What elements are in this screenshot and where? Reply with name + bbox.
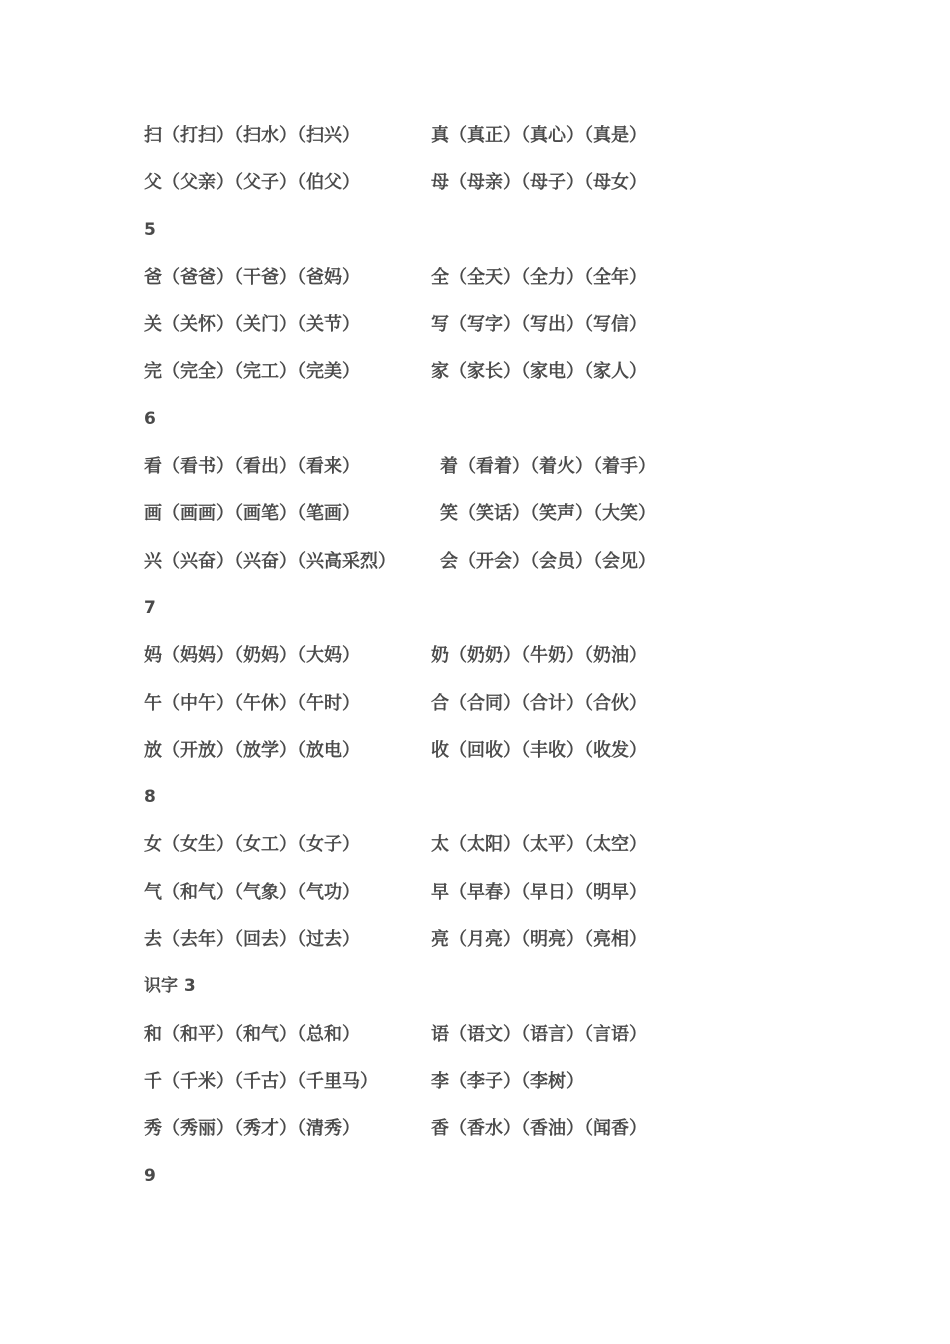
word-row [144, 916, 844, 963]
word-group-right: 亮（月亮）（明亮）（亮相） [431, 929, 647, 951]
word-group-left: 去（去年）（回去）（过去） [144, 929, 360, 951]
word-group-right: 真（真正）（真心）（真是） [431, 125, 647, 146]
word-group-right: 收（回收）（丰收）（收发） [431, 739, 647, 761]
word-row [144, 490, 844, 537]
word-group-right: 会（开会）（会员）（会见） [440, 550, 656, 572]
word-group-left: 父（父亲）（父子）（伯父） [144, 172, 360, 194]
word-group-left: 午（中午）（午休）（午时） [144, 692, 360, 714]
word-group-right: 写（写字）（写出）（写信） [431, 314, 647, 336]
word-row [144, 1058, 844, 1105]
word-group-right: 早（早春）（早日）（明早） [431, 881, 647, 903]
word-group-left: 和（和平）（和气）（总和） [144, 1023, 360, 1045]
word-group-left: 妈（妈妈）（奶妈）（大妈） [144, 645, 360, 667]
word-group-left: 女（女生）（女工）（女子） [144, 834, 360, 856]
word-group-left: 气（和气）（气象）（气功） [144, 881, 360, 903]
word-row [144, 348, 844, 395]
word-group-left: 爸（爸爸）（干爸）（爸妈） [144, 266, 360, 288]
word-row [144, 821, 844, 868]
word-row [144, 1011, 844, 1058]
word-group-right: 太（太阳）（太平）（太空） [431, 834, 647, 856]
section-heading: 5 [144, 219, 156, 240]
word-group-right: 全（全天）（全力）（全年） [431, 266, 647, 288]
word-group-left: 完（完全）（完工）（完美） [144, 361, 360, 383]
word-group-left: 放（开放）（放学）（放电） [144, 739, 360, 761]
word-row [144, 254, 844, 301]
word-group-right: 合（合同）（合计）（合伙） [431, 692, 647, 714]
word-group-right: 笑（笑话）（笑声）（大笑） [440, 503, 656, 525]
word-group-left: 兴（兴奋）（兴奋）（兴高采烈） [144, 550, 396, 572]
word-row [144, 159, 844, 206]
word-row [144, 1105, 844, 1152]
word-row [144, 680, 844, 727]
word-group-right: 母（母亲）（母子）（母女） [431, 172, 647, 194]
section-heading: 6 [144, 408, 156, 429]
word-row [144, 869, 844, 916]
word-row [144, 632, 844, 679]
word-group-right: 李（李子）（李树） [431, 1070, 584, 1092]
word-group-left: 看（看书）（看出）（看来） [144, 456, 360, 478]
word-row [144, 443, 844, 490]
word-group-left: 画（画画）（画笔）（笔画） [144, 503, 360, 525]
document-page [144, 112, 844, 1200]
word-group-right: 语（语文）（语言）（言语） [431, 1023, 647, 1045]
word-group-left: 秀（秀丽）（秀才）（清秀） [144, 1118, 360, 1140]
word-row [144, 538, 844, 585]
word-row [144, 112, 844, 159]
section-heading: 8 [144, 787, 156, 808]
word-group-left: 扫（打扫）（扫水）（扫兴） [144, 125, 360, 146]
section-heading: 7 [144, 597, 156, 618]
word-group-left: 关（关怀）（关门）（关节） [144, 314, 360, 336]
section-heading: 9 [144, 1165, 156, 1186]
word-row [144, 301, 844, 348]
word-group-right: 奶（奶奶）（牛奶）（奶油） [431, 645, 647, 667]
word-group-right: 家（家长）（家电）（家人） [431, 361, 647, 383]
section-heading: 识字 3 [144, 976, 196, 997]
word-group-right: 着（看着）（着火）（着手） [440, 456, 656, 478]
word-row [144, 727, 844, 774]
word-group-left: 千（千米）（千古）（千里马） [144, 1070, 378, 1092]
word-group-right: 香（香水）（香油）（闻香） [431, 1118, 647, 1140]
